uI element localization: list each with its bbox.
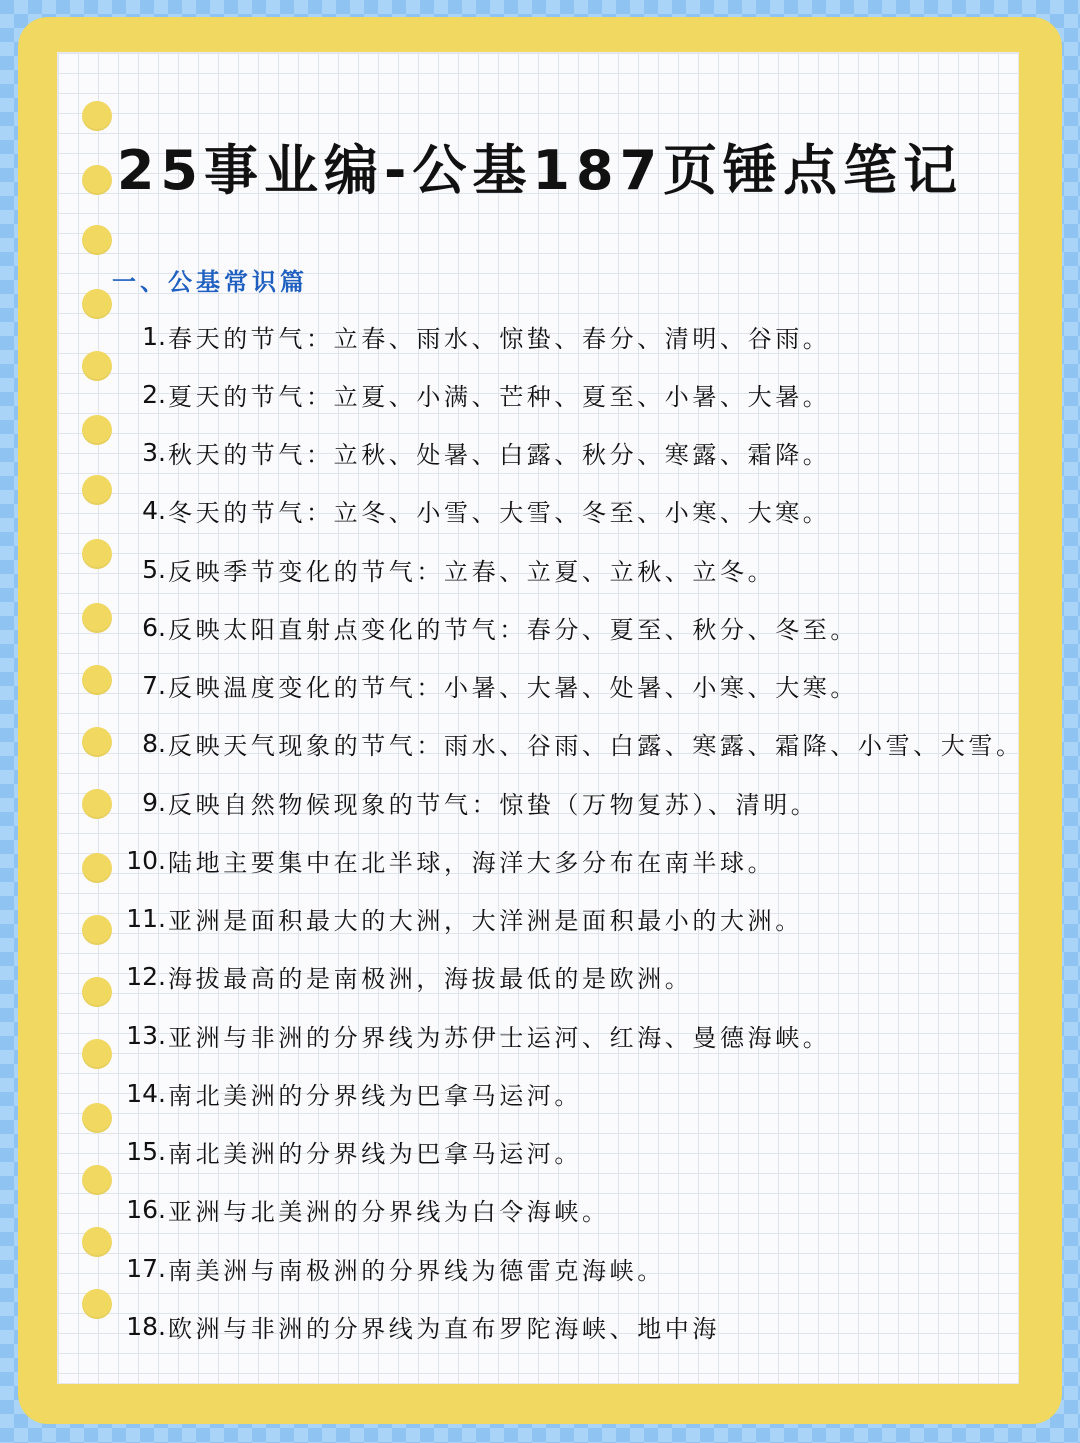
note-number: 1. bbox=[142, 321, 166, 351]
binding-hole bbox=[82, 853, 112, 883]
note-item bbox=[116, 898, 803, 938]
page-title: 25事业编-公基187页锤点笔记 bbox=[116, 139, 964, 202]
note-text: 南北美洲的分界线为巴拿马运河。 bbox=[168, 1139, 582, 1168]
binding-hole bbox=[82, 603, 112, 633]
note-text: 欧洲与非洲的分界线为直布罗陀海峡、地中海 bbox=[168, 1314, 720, 1343]
note-item bbox=[116, 1248, 665, 1288]
binding-hole bbox=[82, 665, 112, 695]
note-text: 反映太阳直射点变化的节气：春分、夏至、秋分、冬至。 bbox=[168, 615, 858, 644]
note-number: 8. bbox=[142, 728, 166, 758]
note-number: 16. bbox=[126, 1194, 166, 1224]
note-item bbox=[116, 490, 830, 530]
binding-hole bbox=[82, 475, 112, 505]
note-text: 秋天的节气：立秋、处暑、白露、秋分、寒露、霜降。 bbox=[168, 440, 831, 469]
binding-hole bbox=[82, 1103, 112, 1133]
note-number: 6. bbox=[142, 612, 166, 642]
note-text: 反映温度变化的节气：小暑、大暑、处暑、小寒、大寒。 bbox=[168, 673, 858, 702]
note-number: 15. bbox=[126, 1136, 166, 1166]
binding-hole bbox=[82, 351, 112, 381]
note-item bbox=[116, 1015, 830, 1055]
note-number: 12. bbox=[126, 961, 166, 991]
binding-hole bbox=[82, 225, 112, 255]
section-heading: 一、公基常识篇 bbox=[112, 268, 308, 296]
note-item bbox=[116, 1306, 720, 1346]
binding-holes bbox=[82, 101, 114, 1331]
binding-hole bbox=[82, 289, 112, 319]
binding-hole bbox=[82, 1227, 112, 1257]
note-number: 18. bbox=[126, 1311, 166, 1341]
note-item bbox=[116, 723, 1024, 763]
binding-hole bbox=[82, 915, 112, 945]
note-text: 反映天气现象的节气：雨水、谷雨、白露、寒露、霜降、小雪、大雪。 bbox=[168, 731, 1024, 760]
note-item bbox=[116, 432, 830, 472]
note-number: 11. bbox=[126, 903, 166, 933]
note-item bbox=[116, 374, 830, 414]
note-item bbox=[116, 607, 858, 647]
note-number: 5. bbox=[142, 554, 166, 584]
grid-paper bbox=[58, 53, 1018, 1383]
note-text: 反映季节变化的节气：立春、立夏、立秋、立冬。 bbox=[168, 557, 776, 586]
note-text: 冬天的节气：立冬、小雪、大雪、冬至、小寒、大寒。 bbox=[168, 498, 831, 527]
note-item bbox=[116, 1189, 610, 1229]
note-text: 反映自然物候现象的节气：惊蛰（万物复苏）、清明。 bbox=[168, 790, 819, 819]
binding-hole bbox=[82, 1289, 112, 1319]
note-text: 亚洲是面积最大的大洲，大洋洲是面积最小的大洲。 bbox=[168, 906, 803, 935]
note-number: 10. bbox=[126, 845, 166, 875]
note-item bbox=[116, 549, 775, 589]
note-number: 2. bbox=[142, 379, 166, 409]
note-item bbox=[116, 1073, 582, 1113]
note-number: 3. bbox=[142, 437, 166, 467]
binding-hole bbox=[82, 1039, 112, 1069]
binding-hole bbox=[82, 977, 112, 1007]
note-number: 7. bbox=[142, 670, 166, 700]
note-item bbox=[116, 665, 858, 705]
binding-hole bbox=[82, 789, 112, 819]
note-text: 南北美洲的分界线为巴拿马运河。 bbox=[168, 1081, 582, 1110]
note-number: 17. bbox=[126, 1253, 166, 1283]
note-number: 14. bbox=[126, 1078, 166, 1108]
note-item bbox=[116, 1131, 582, 1171]
note-item bbox=[116, 956, 692, 996]
note-item bbox=[116, 840, 775, 880]
binding-hole bbox=[82, 1165, 112, 1195]
note-number: 9. bbox=[142, 787, 166, 817]
note-text: 海拔最高的是南极洲，海拔最低的是欧洲。 bbox=[168, 964, 693, 993]
binding-hole bbox=[82, 727, 112, 757]
note-text: 春天的节气：立春、雨水、惊蛰、春分、清明、谷雨。 bbox=[168, 324, 831, 353]
note-text: 夏天的节气：立夏、小满、芒种、夏至、小暑、大暑。 bbox=[168, 382, 831, 411]
binding-hole bbox=[82, 415, 112, 445]
note-text: 陆地主要集中在北半球，海洋大多分布在南半球。 bbox=[168, 848, 776, 877]
note-item bbox=[116, 782, 818, 822]
note-number: 4. bbox=[142, 495, 166, 525]
note-text: 亚洲与非洲的分界线为苏伊士运河、红海、曼德海峡。 bbox=[168, 1023, 831, 1052]
binding-hole bbox=[82, 539, 112, 569]
note-text: 南美洲与南极洲的分界线为德雷克海峡。 bbox=[168, 1256, 665, 1285]
note-text: 亚洲与北美洲的分界线为白令海峡。 bbox=[168, 1197, 610, 1226]
binding-hole bbox=[82, 101, 112, 131]
note-number: 13. bbox=[126, 1020, 166, 1050]
note-item bbox=[116, 316, 830, 356]
